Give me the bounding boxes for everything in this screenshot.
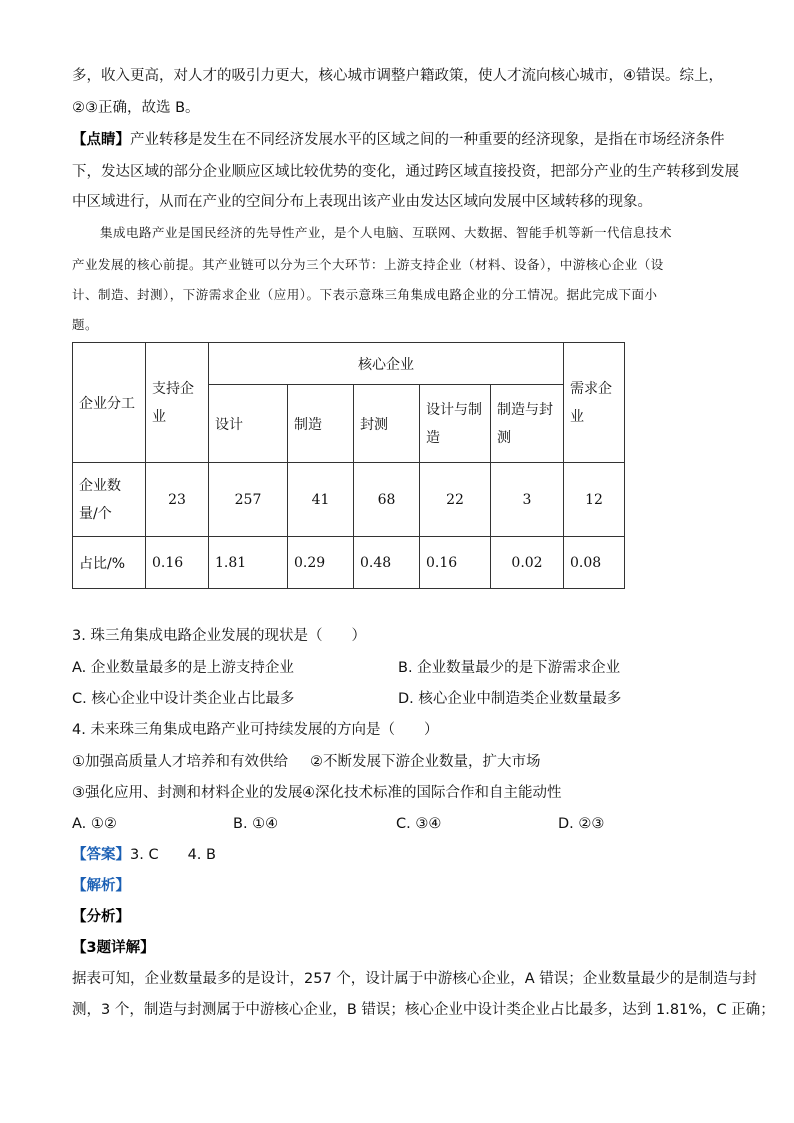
fenxi-label: 【分析】 [72, 909, 130, 925]
q3-option-a: A. 企业数量最多的是上游支持企业 [72, 660, 294, 676]
material-line-2: 产业发展的核心前提。其产业链可以分为三个大环节：上游支持企业（材料、设备），中游核心企业（设 [72, 257, 664, 272]
header-design: 设计 [209, 385, 288, 463]
q4-statement-2: ②不断发展下游企业数量，扩大市场 [310, 754, 541, 770]
share-test: 0.48 [354, 537, 420, 589]
q3-option-c: C. 核心企业中设计类企业占比最多 [72, 691, 295, 707]
material-line-1: 集成电路产业是国民经济的先导性产业，是个人电脑、互联网、大数据、智能手机等新一代信息技术 [100, 225, 673, 240]
tip-label: 【点睛】 [72, 132, 130, 148]
q4-option-b: B. ①④ [233, 816, 279, 832]
header-test: 封测 [354, 385, 420, 463]
count-manufacture: 41 [288, 463, 354, 537]
answer-line [72, 845, 216, 865]
detail-line-2: 测，3 个，制造与封测属于中游核心企业，B 错误；核心企业中设计类企业占比最多，达到 1.81%，C 正确； [72, 1002, 775, 1018]
intro-line-2: ②③正确，故选 B。 [72, 100, 200, 116]
q3-detail-label: 【3题详解】 [72, 940, 155, 956]
header-manufacture: 制造 [288, 385, 354, 463]
share-design-manufacture: 0.16 [420, 537, 491, 589]
q4-stem: 4. 未来珠三角集成电路产业可持续发展的方向是（ ） [72, 722, 439, 738]
tip-line-2: 下，发达区域的部分企业顺应区域比较优势的变化，通过跨区域直接投资，把部分产业的生产转移到发展 [72, 164, 739, 180]
q4-option-c: C. ③④ [396, 816, 442, 832]
share-demand: 0.08 [564, 537, 625, 589]
detail-line-1: 据表可知，企业数量最多的是设计，257 个，设计属于中游核心企业，A 错误；企业数量最少的是制造与封 [72, 971, 757, 987]
count-support: 23 [146, 463, 209, 537]
share-support: 0.16 [146, 537, 209, 589]
analysis-label: 【解析】 [72, 878, 130, 894]
q3-option-d: D. 核心企业中制造类企业数量最多 [398, 691, 622, 707]
header-demand: 需求企业 [564, 343, 625, 463]
q4-statement-3: ③强化应用、封测和材料企业的发展 [72, 785, 303, 801]
count-demand: 12 [564, 463, 625, 537]
count-design: 257 [209, 463, 288, 537]
row-share-label: 占比/% [73, 537, 146, 589]
q4-statement-4: ④深化技术标准的国际合作和自主能动性 [302, 785, 562, 801]
tip-text-1: 产业转移是发生在不同经济发展水平的区域之间的一种重要的经济现象，是指在市场经济条件 [130, 132, 725, 148]
q4-option-a: A. ①② [72, 816, 117, 832]
material-line-3: 计、制造、封测），下游需求企业（应用）。下表示意珠三角集成电路企业的分工情况。据此完成下面小 [72, 287, 658, 302]
header-division: 企业分工 [73, 343, 146, 463]
header-core: 核心企业 [209, 343, 564, 385]
tip-line-1 [72, 130, 725, 150]
answer-label: 【答案】 [72, 847, 130, 863]
count-design-manufacture: 22 [420, 463, 491, 537]
row-count-label: 企业数量/个 [73, 463, 146, 537]
answer-text: 3. C 4. B [130, 847, 216, 863]
share-manufacture-test: 0.02 [491, 537, 564, 589]
q3-option-b: B. 企业数量最少的是下游需求企业 [398, 660, 621, 676]
tip-line-3: 中区域进行，从而在产业的空间分布上表现出该产业由发达区域向发展中区域转移的现象。 [72, 194, 652, 210]
count-manufacture-test: 3 [491, 463, 564, 537]
header-support: 支持企业 [146, 343, 209, 463]
intro-line-1: 多，收入更高，对人才的吸引力更大，核心城市调整户籍政策，使人才流向核心城市，④错误。综上， [72, 68, 723, 84]
share-manufacture: 0.29 [288, 537, 354, 589]
q4-statement-1: ①加强高质量人才培养和有效供给 [72, 754, 288, 770]
count-test: 68 [354, 463, 420, 537]
header-design-manufacture: 设计与制造 [420, 385, 491, 463]
material-line-4: 题。 [72, 317, 99, 332]
q3-stem: 3. 珠三角集成电路企业发展的现状是（ ） [72, 628, 366, 644]
share-design: 1.81 [209, 537, 288, 589]
enterprise-division-table [72, 342, 625, 589]
header-manufacture-test: 制造与封测 [491, 385, 564, 463]
q4-option-d: D. ②③ [558, 816, 605, 832]
